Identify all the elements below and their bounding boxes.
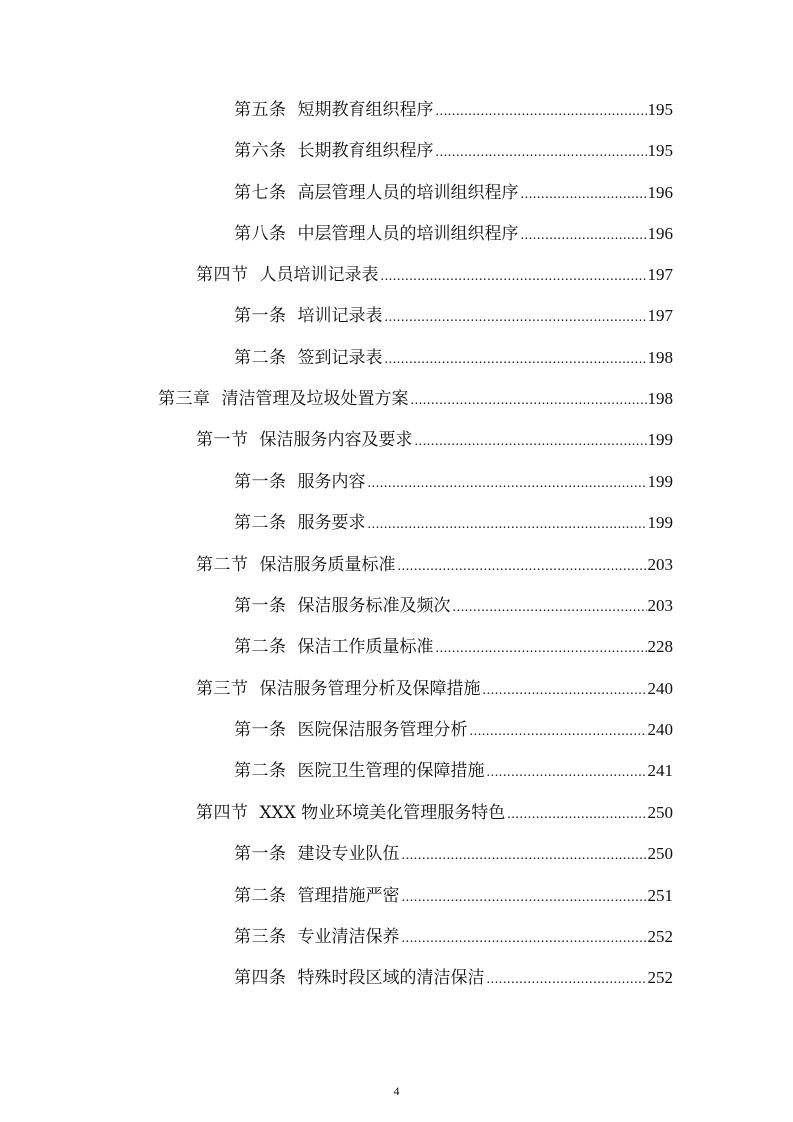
toc-entry-label: 第八条 xyxy=(234,224,287,244)
dot-leader xyxy=(453,597,647,619)
toc-entry-title: 清洁管理及垃圾处置方案 xyxy=(221,389,409,409)
toc-entry[interactable] xyxy=(234,967,673,991)
toc-entry-title: 保洁工作质量标准 xyxy=(297,637,434,657)
toc-entry-page: 195 xyxy=(647,100,673,119)
toc-entry[interactable] xyxy=(234,595,673,619)
toc-entry-page: 199 xyxy=(647,513,673,532)
toc-entry[interactable] xyxy=(196,678,673,702)
toc-entry[interactable] xyxy=(234,182,673,206)
dot-leader xyxy=(385,307,647,329)
toc-entry-label: 第四节 xyxy=(196,803,249,823)
toc-entry[interactable] xyxy=(234,99,673,123)
dot-leader xyxy=(436,638,647,660)
toc-entry-title: 专业清洁保养 xyxy=(297,927,400,947)
toc-entry[interactable] xyxy=(234,347,673,371)
toc-entry[interactable] xyxy=(158,388,673,412)
dot-leader xyxy=(436,101,647,123)
toc-entry[interactable] xyxy=(234,760,673,784)
toc-entry-page: 240 xyxy=(647,720,673,739)
toc-entry-title: 医院保洁服务管理分析 xyxy=(297,720,468,740)
dot-leader xyxy=(483,680,647,702)
toc-entry-page: 203 xyxy=(647,555,673,574)
dot-leader xyxy=(415,431,647,453)
toc-entry-page: 199 xyxy=(647,472,673,491)
toc-entry-label: 第三章 xyxy=(158,389,211,409)
toc-entry-label: 第三条 xyxy=(234,927,287,947)
toc-entry-title: XXX 物业环境美化管理服务特色 xyxy=(259,803,506,823)
dot-leader xyxy=(487,969,647,991)
dot-leader xyxy=(402,845,647,867)
toc-entry-page: 197 xyxy=(647,265,673,284)
toc-entry-label: 第六条 xyxy=(234,141,287,161)
page-number: 4 xyxy=(393,1084,400,1098)
toc-entry-page: 198 xyxy=(647,348,673,367)
toc-entry-title: 保洁服务内容及要求 xyxy=(259,430,413,450)
toc-entry-label: 第一条 xyxy=(234,720,287,740)
dot-leader xyxy=(368,514,647,536)
toc-entry[interactable] xyxy=(234,140,673,164)
toc-entry-page: 228 xyxy=(647,637,673,656)
toc-entry-title: 建设专业队伍 xyxy=(297,844,400,864)
toc-entry-title: 特殊时段区域的清洁保洁 xyxy=(297,968,485,988)
dot-leader xyxy=(521,184,647,206)
toc-entry[interactable] xyxy=(234,512,673,536)
toc-entry-page: 251 xyxy=(647,886,673,905)
toc-entry[interactable] xyxy=(234,885,673,909)
toc-entry[interactable] xyxy=(234,223,673,247)
toc-entry-label: 第三节 xyxy=(196,679,249,699)
toc-entry-title: 保洁服务标准及频次 xyxy=(297,596,451,616)
toc-entry-title: 管理措施严密 xyxy=(297,886,400,906)
dot-leader xyxy=(398,556,647,578)
toc-entry-label: 第五条 xyxy=(234,100,287,120)
toc-entry-title: 保洁服务质量标准 xyxy=(259,555,396,575)
toc-entry-label: 第七条 xyxy=(234,183,287,203)
dot-leader xyxy=(402,887,647,909)
toc-entry-title: 高层管理人员的培训组织程序 xyxy=(297,183,519,203)
dot-leader xyxy=(385,349,647,371)
toc-entry[interactable] xyxy=(234,843,673,867)
toc-entry[interactable] xyxy=(234,471,673,495)
toc-entry-title: 培训记录表 xyxy=(297,306,383,326)
toc-entry-label: 第一条 xyxy=(234,844,287,864)
toc-entry[interactable] xyxy=(234,719,673,743)
dot-leader xyxy=(507,804,646,826)
toc-entry-title: 长期教育组织程序 xyxy=(297,141,434,161)
toc-entry-title: 服务内容 xyxy=(297,472,366,492)
toc-entry-page: 203 xyxy=(647,596,673,615)
toc-entry-title: 服务要求 xyxy=(297,513,366,533)
toc-entry-label: 第二条 xyxy=(234,761,287,781)
toc-entry[interactable] xyxy=(234,305,673,329)
toc-entry-label: 第一条 xyxy=(234,306,287,326)
toc-entry-page: 196 xyxy=(647,183,673,202)
toc-entry-page: 198 xyxy=(647,389,673,408)
toc-entry-title: 短期教育组织程序 xyxy=(297,100,434,120)
toc-entry[interactable] xyxy=(196,429,673,453)
toc-entry-title: 中层管理人员的培训组织程序 xyxy=(297,224,519,244)
toc-entry-title: 签到记录表 xyxy=(297,348,383,368)
dot-leader xyxy=(381,266,647,288)
toc-entry[interactable] xyxy=(234,926,673,950)
dot-leader xyxy=(368,473,647,495)
toc-entry-page: 196 xyxy=(647,224,673,243)
dot-leader xyxy=(402,928,647,950)
toc-entry-label: 第一条 xyxy=(234,472,287,492)
toc-entry-title: 保洁服务管理分析及保障措施 xyxy=(259,679,481,699)
toc-entry-label: 第四节 xyxy=(196,265,249,285)
toc-entry-label: 第二条 xyxy=(234,513,287,533)
dot-leader xyxy=(521,225,647,247)
dot-leader xyxy=(487,762,647,784)
dot-leader xyxy=(411,390,647,412)
toc-entry-title: 医院卫生管理的保障措施 xyxy=(297,761,485,781)
toc-entry-page: 250 xyxy=(647,803,673,822)
toc-entry-page: 252 xyxy=(647,968,673,987)
toc-entry-label: 第二条 xyxy=(234,348,287,368)
toc-entry-page: 195 xyxy=(647,141,673,160)
toc-entry[interactable] xyxy=(196,802,673,826)
toc-entry-title: 人员培训记录表 xyxy=(259,265,379,285)
toc-entry[interactable] xyxy=(196,554,673,578)
toc-entry-label: 第二节 xyxy=(196,555,249,575)
toc-entry-label: 第二条 xyxy=(234,886,287,906)
toc-entry[interactable] xyxy=(234,636,673,660)
toc-entry-page: 240 xyxy=(647,679,673,698)
toc-entry-label: 第一条 xyxy=(234,596,287,616)
toc-entry-page: 197 xyxy=(647,306,673,325)
toc-entry-page: 199 xyxy=(647,430,673,449)
toc-entry-page: 252 xyxy=(647,927,673,946)
toc-entry-page: 241 xyxy=(647,761,673,780)
dot-leader xyxy=(436,142,647,164)
toc-entry-label: 第四条 xyxy=(234,968,287,988)
dot-leader xyxy=(470,721,647,743)
toc-entry-label: 第一节 xyxy=(196,430,249,450)
toc-entry-label: 第二条 xyxy=(234,637,287,657)
toc-entry[interactable] xyxy=(196,264,673,288)
toc-entry-page: 250 xyxy=(647,844,673,863)
